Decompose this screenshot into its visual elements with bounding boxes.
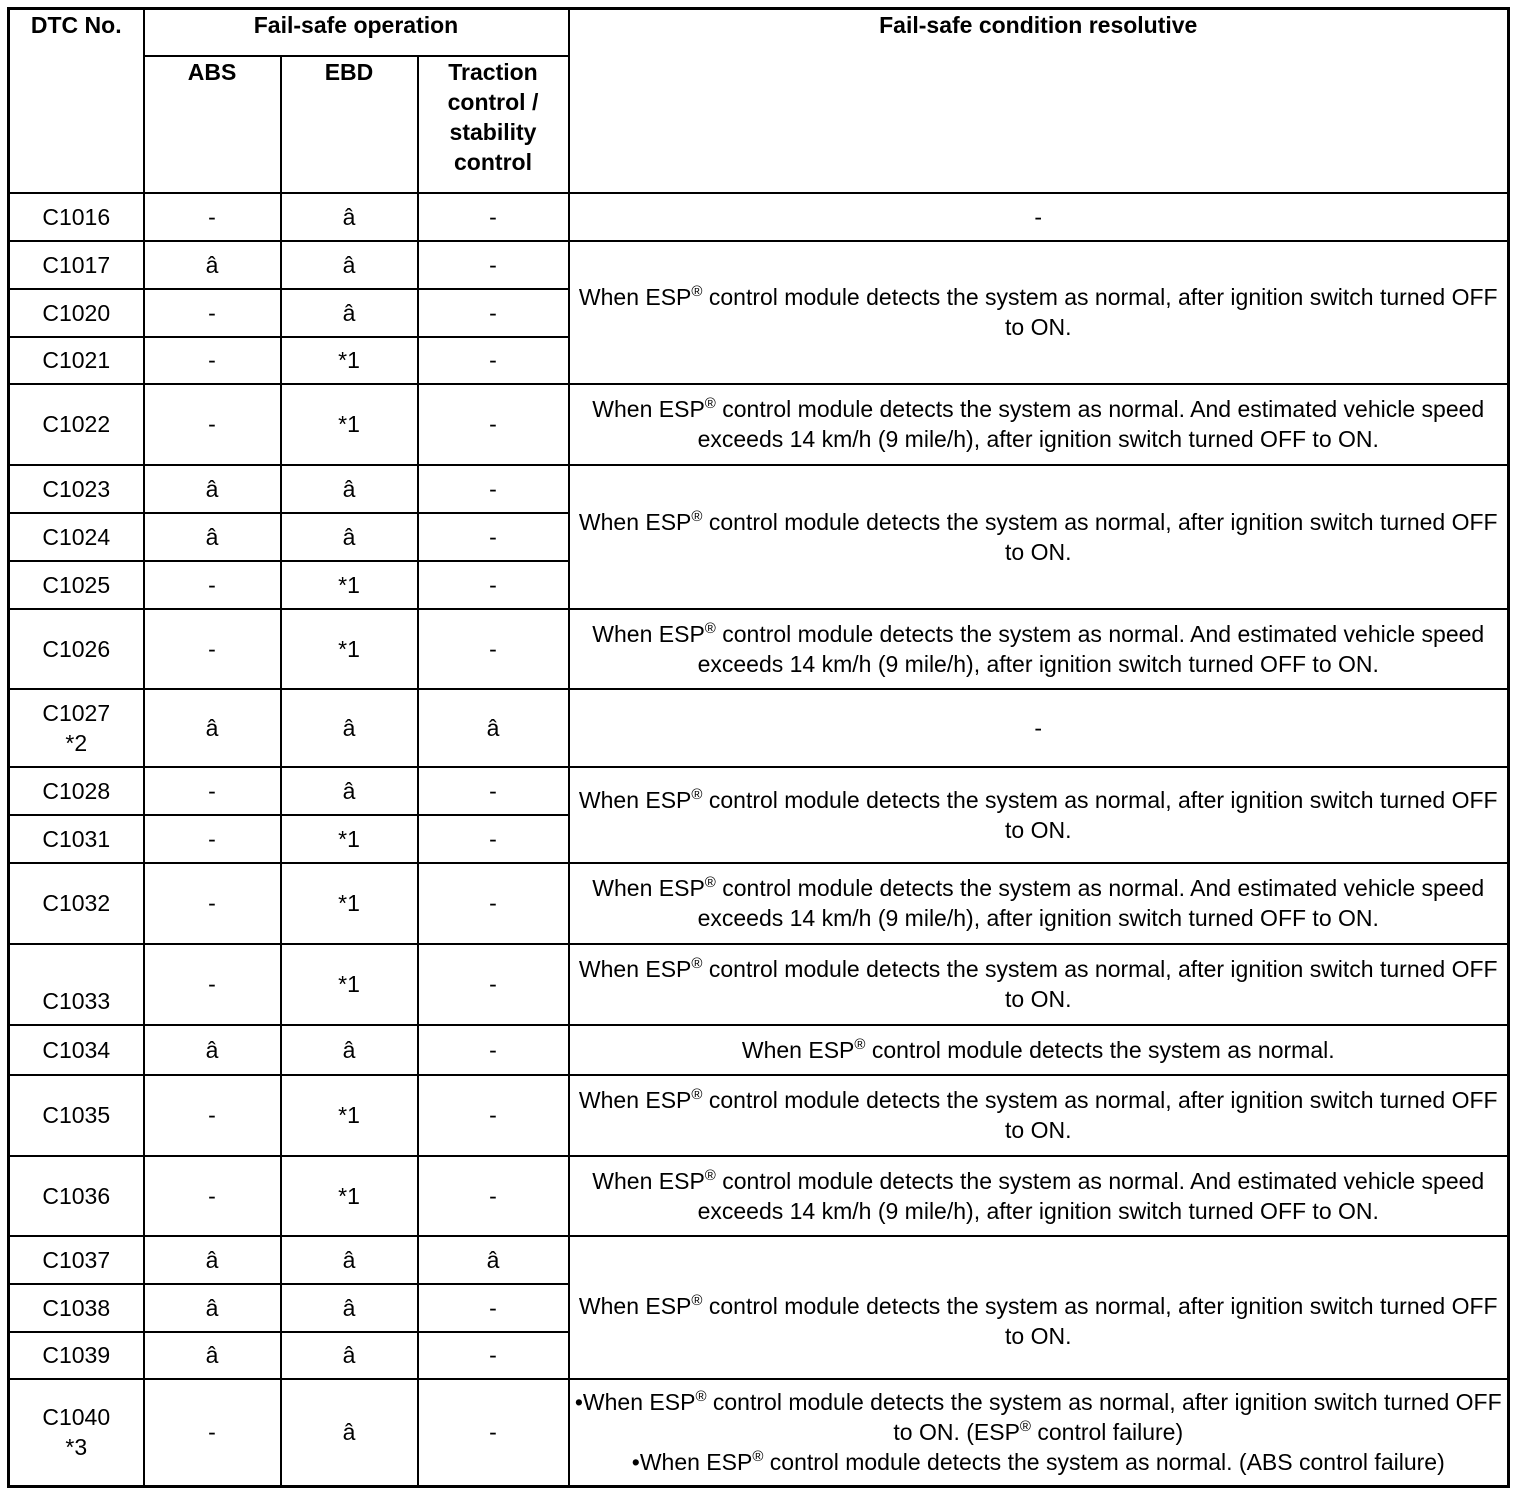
resolutive-text-b: control module detects the system as normal, after ignition switch turned OFF to ON.	[702, 786, 1498, 843]
dtc-cell: C1035	[9, 1075, 144, 1156]
tc-cell: -	[418, 1284, 569, 1332]
registered-mark: ®	[691, 1292, 703, 1309]
resolutive-cell	[569, 384, 1509, 465]
dtc-cell: C1025	[9, 561, 144, 609]
registered-mark: ®	[691, 785, 703, 803]
registered-mark: ®	[691, 1086, 703, 1103]
dtc-cell: C1033	[9, 944, 144, 1025]
registered-mark: ®	[691, 507, 703, 525]
bullet-text-c: control failure)	[1030, 1419, 1184, 1446]
ebd-cell: *1	[281, 815, 418, 863]
tc-cell: -	[418, 863, 569, 944]
dtc-cell: C1016	[9, 193, 144, 241]
dtc-cell: C1038	[9, 1284, 144, 1332]
abs-cell: -	[144, 815, 281, 863]
resolutive-cell	[569, 1075, 1509, 1156]
resolutive-cell: -	[569, 689, 1509, 767]
resolutive-cell	[569, 1025, 1509, 1075]
registered-mark: ®	[695, 1388, 707, 1406]
bullet-text-b: control module detects the system as normal, after ignition switch turned OFF to ON. (ESP	[706, 1389, 1502, 1446]
resolutive-cell	[569, 465, 1509, 609]
registered-mark: ®	[691, 955, 703, 972]
tc-cell: -	[418, 561, 569, 609]
dtc-cell: C1040 *3	[9, 1379, 144, 1487]
dtc-cell: C1026	[9, 609, 144, 689]
abs-cell: -	[144, 767, 281, 815]
registered-mark: ®	[854, 1035, 866, 1053]
resolutive-text-b: control module detects the system as normal.	[865, 1036, 1335, 1063]
dtc-cell: C1032	[9, 863, 144, 944]
tc-cell: -	[418, 815, 569, 863]
resolutive-text-b: control module detects the system as normal, after ignition switch turned OFF to ON.	[702, 956, 1498, 1012]
resolutive-cell	[569, 1156, 1509, 1236]
registered-mark: ®	[704, 1166, 716, 1184]
abs-cell: â	[144, 1284, 281, 1332]
tc-cell: -	[418, 241, 569, 289]
tc-cell: -	[418, 1379, 569, 1487]
abs-cell: â	[144, 465, 281, 513]
tc-cell: -	[418, 767, 569, 815]
abs-cell: -	[144, 193, 281, 241]
table-row	[9, 1075, 1509, 1156]
dtc-cell: C1039	[9, 1332, 144, 1379]
abs-cell: â	[144, 1236, 281, 1284]
dtc-cell: C1031	[9, 815, 144, 863]
dtc-cell: C1020	[9, 289, 144, 337]
table-row	[9, 241, 1509, 289]
abs-cell: -	[144, 384, 281, 465]
dtc-cell: C1021	[9, 337, 144, 384]
dtc-cell: C1037	[9, 1236, 144, 1284]
abs-cell: -	[144, 609, 281, 689]
table-row	[9, 944, 1509, 1025]
resolutive-cell	[569, 1236, 1509, 1379]
header-resolutive: Fail-safe condition resolutive	[569, 9, 1509, 193]
abs-cell: â	[144, 241, 281, 289]
resolutive-text-b: control module detects the system as normal, after ignition switch turned OFF to ON.	[702, 508, 1498, 565]
table-row	[9, 1025, 1509, 1075]
abs-cell: â	[144, 1025, 281, 1075]
tc-cell: â	[418, 689, 569, 767]
abs-cell: -	[144, 1379, 281, 1487]
dtc-cell: C1023	[9, 465, 144, 513]
ebd-cell: *1	[281, 944, 418, 1025]
ebd-cell: â	[281, 1332, 418, 1379]
ebd-cell: *1	[281, 561, 418, 609]
tc-cell: -	[418, 289, 569, 337]
header-fail-safe-operation: Fail-safe operation	[144, 9, 569, 56]
table-row	[9, 767, 1509, 815]
ebd-cell: â	[281, 1379, 418, 1487]
tc-cell: -	[418, 1025, 569, 1075]
dtc-cell: C1034	[9, 1025, 144, 1075]
resolutive-text-a: When ESP	[578, 786, 692, 813]
resolutive-cell: -	[569, 193, 1509, 241]
resolutive-text-a: When ESP	[592, 620, 705, 647]
abs-cell: -	[144, 944, 281, 1025]
abs-cell: -	[144, 337, 281, 384]
ebd-cell: *1	[281, 609, 418, 689]
table-row	[9, 1236, 1509, 1284]
dtc-cell: C1028	[9, 767, 144, 815]
table-row	[9, 609, 1509, 689]
header-ebd: EBD	[281, 56, 418, 193]
ebd-cell: â	[281, 767, 418, 815]
ebd-cell: *1	[281, 337, 418, 384]
bullet-item-abs-failure	[570, 1447, 1508, 1477]
resolutive-text-a: When ESP	[578, 508, 692, 535]
dtc-cell: C1022	[9, 384, 144, 465]
tc-cell: -	[418, 609, 569, 689]
tc-cell: -	[418, 1075, 569, 1156]
abs-cell: -	[144, 1075, 281, 1156]
table-row	[9, 863, 1509, 944]
dtc-cell: C1036	[9, 1156, 144, 1236]
table-row	[9, 1379, 1509, 1487]
resolutive-text-a: When ESP	[592, 396, 705, 422]
resolutive-cell	[569, 863, 1509, 944]
tc-cell: -	[418, 193, 569, 241]
resolutive-text-b: control module detects the system as normal. And estimated vehicle speed exceeds 14 km/h (9 mile/h), after ignition switch turned OFF to ON.	[697, 396, 1485, 452]
resolutive-cell	[569, 241, 1509, 384]
tc-cell: -	[418, 384, 569, 465]
resolutive-text-a: When ESP	[741, 1036, 855, 1063]
abs-cell: â	[144, 1332, 281, 1379]
tc-cell: â	[418, 1236, 569, 1284]
resolutive-cell	[569, 767, 1509, 863]
registered-mark: ®	[691, 283, 703, 300]
ebd-cell: *1	[281, 384, 418, 465]
ebd-cell: â	[281, 289, 418, 337]
resolutive-text-b: control module detects the system as normal, after ignition switch turned OFF to ON.	[702, 1087, 1498, 1143]
registered-mark: ®	[752, 1448, 764, 1466]
tc-cell: -	[418, 944, 569, 1025]
abs-cell: -	[144, 289, 281, 337]
ebd-cell: â	[281, 1025, 418, 1075]
table-row	[9, 465, 1509, 513]
resolutive-cell	[569, 609, 1509, 689]
ebd-cell: *1	[281, 863, 418, 944]
ebd-cell: â	[281, 1284, 418, 1332]
abs-cell: -	[144, 561, 281, 609]
tc-cell: -	[418, 337, 569, 384]
ebd-cell: â	[281, 689, 418, 767]
resolutive-cell	[569, 1379, 1509, 1487]
ebd-cell: â	[281, 465, 418, 513]
bullet-text-a: •When ESP	[631, 1449, 753, 1476]
resolutive-text-a: When ESP	[592, 875, 705, 901]
ebd-cell: â	[281, 241, 418, 289]
resolutive-text-b: control module detects the system as normal. And estimated vehicle speed exceeds 14 km/h (9 mile/h), after ignition switch turned OFF to ON.	[697, 875, 1485, 931]
header-traction: Traction control / stability control	[418, 56, 569, 193]
bullet-text-b: control module detects the system as normal. (ABS control failure)	[763, 1449, 1445, 1476]
tc-cell: -	[418, 1156, 569, 1236]
bullet-item-esp-failure	[570, 1387, 1508, 1447]
dtc-cell: C1017	[9, 241, 144, 289]
ebd-cell: â	[281, 193, 418, 241]
ebd-cell: â	[281, 513, 418, 561]
table-row	[9, 193, 1509, 241]
table-row	[9, 1156, 1509, 1236]
ebd-cell: *1	[281, 1156, 418, 1236]
registered-mark: ®	[704, 395, 716, 412]
resolutive-text-a: When ESP	[578, 284, 692, 310]
header-dtc-no: DTC No.	[9, 9, 144, 193]
table-row	[9, 384, 1509, 465]
abs-cell: -	[144, 1156, 281, 1236]
tc-cell: -	[418, 465, 569, 513]
registered-mark: ®	[1019, 1418, 1031, 1436]
ebd-cell: *1	[281, 1075, 418, 1156]
abs-cell: -	[144, 863, 281, 944]
registered-mark: ®	[704, 874, 716, 891]
tc-cell: -	[418, 1332, 569, 1379]
resolutive-text-b: control module detects the system as normal. And estimated vehicle speed exceeds 14 km/h (9 mile/h), after ignition switch turned OFF to ON.	[697, 620, 1485, 677]
bullet-text-a: •When ESP	[574, 1389, 696, 1416]
resolutive-text-a: When ESP	[578, 1293, 692, 1319]
resolutive-text-a: When ESP	[578, 956, 692, 982]
resolutive-text-a: When ESP	[578, 1087, 692, 1113]
resolutive-cell	[569, 944, 1509, 1025]
registered-mark: ®	[704, 619, 716, 637]
tc-cell: -	[418, 513, 569, 561]
ebd-cell: â	[281, 1236, 418, 1284]
dtc-cell: C1027 *2	[9, 689, 144, 767]
table-row	[9, 689, 1509, 767]
resolutive-text-b: control module detects the system as normal, after ignition switch turned OFF to ON.	[702, 284, 1498, 340]
resolutive-text-a: When ESP	[592, 1167, 705, 1194]
dtc-cell: C1024	[9, 513, 144, 561]
dtc-fail-safe-table	[7, 7, 1510, 1488]
abs-cell: â	[144, 689, 281, 767]
header-abs: ABS	[144, 56, 281, 193]
resolutive-text-b: control module detects the system as normal, after ignition switch turned OFF to ON.	[702, 1293, 1498, 1349]
abs-cell: â	[144, 513, 281, 561]
resolutive-text-b: control module detects the system as normal. And estimated vehicle speed exceeds 14 km/h (9 mile/h), after ignition switch turned OFF to ON.	[697, 1167, 1485, 1224]
